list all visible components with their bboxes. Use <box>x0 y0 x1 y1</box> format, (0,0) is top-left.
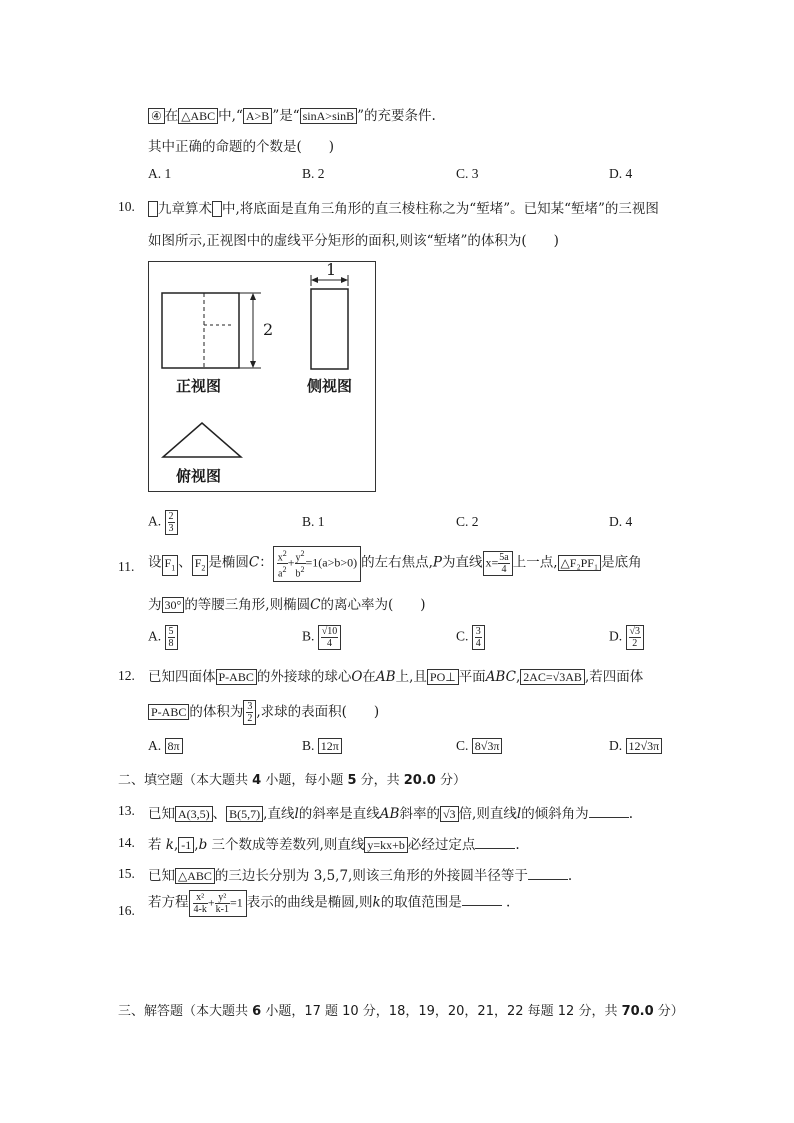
equation-box: $\frac{\text{x²}}{4-k}$ + $\frac{\text{y²}}{k-1}$ =1 <box>189 890 247 917</box>
q11-option-c: C. $\frac{3}{4}$ <box>456 625 485 650</box>
answer-blank[interactable] <box>462 893 502 906</box>
answer-blank[interactable] <box>589 805 629 818</box>
q12-number: 12. <box>118 668 135 683</box>
q11-option-a: A. $\frac{5}{8}$ <box>148 625 178 650</box>
q12-option-d: D. 12√3π <box>609 738 662 754</box>
q12-line1: 已知四面体 P-ABC 的外接球的球心O在AB上,且 PO⊥ 平面ABC, 2AC=√3AB ,若四面体 <box>148 669 644 685</box>
q15-text: 已知 △ABC 的三边长分别为 3,5,7,则该三角形的外接圆半径等于 . <box>148 868 573 884</box>
q12-option-c: C. 8√3π <box>456 738 502 754</box>
triangle-box: △F₂PF₁ <box>558 555 602 571</box>
q13-text: 已知 A(3,5) 、 B(5,7) ,直线l的斜率是直线AB斜率的 √3 倍,则直线l的倾斜角为 . <box>148 806 633 822</box>
q9-option-d: D. 4 <box>609 166 633 181</box>
q9-item4: ④ 在 △ABC 中,“ A>B ”是“ sinA>sinB ”的充要条件. <box>148 104 436 124</box>
ellipse-equation: $\frac{x^2}{a^2}$ + $\frac{y^2}{b^2}$ =1(a>b>0) <box>273 546 361 582</box>
q14-text: 若 k, -1 ,b 三个数成等差数列,则直线 y=kx+b 必经过定点 . <box>148 837 520 853</box>
focus-f2: $F_2$ <box>192 555 209 576</box>
side-view-label: 侧视图 <box>307 377 353 395</box>
q10-option-b: B. 1 <box>302 514 325 529</box>
directrix-equation: x= $\frac{5a}{4}$ <box>483 551 513 576</box>
triangle-box: △ABC <box>178 108 218 124</box>
focus-f1: $F_1$ <box>162 555 179 576</box>
dim-width-label: 1 <box>326 260 337 279</box>
q11-option-d: D. $\frac{√3}{2}$ <box>609 625 644 650</box>
q9-option-a: A. 1 <box>148 166 172 181</box>
section-3-title: 三、解答题（本大题共 6 小题，17 题 10 分，18，19，20，21，22 每题 12 分，共 70.0 分） <box>118 1004 684 1019</box>
answer-blank[interactable] <box>475 836 515 849</box>
q16-number: 16. <box>118 903 135 918</box>
q12-option-b: B. 12π <box>302 738 342 754</box>
front-view-label: 正视图 <box>176 377 222 395</box>
q12-option-a: A. 8π <box>148 738 183 754</box>
q10-option-c: C. 2 <box>456 514 479 529</box>
q15-number: 15. <box>118 866 135 881</box>
q10-option-d: D. 4 <box>609 514 633 529</box>
fraction: $\frac{2}{3}$ <box>165 510 178 535</box>
q12-line2: P-ABC 的体积为 $\frac{3}{2}$ ,求球的表面积( ) <box>148 700 379 725</box>
q14-number: 14. <box>118 835 135 850</box>
top-view-label: 俯视图 <box>176 467 222 485</box>
section-2-title: 二、填空题（本大题共 4 小题，每小题 5 分，共 20.0 分） <box>118 773 466 788</box>
q9-option-c: C. 3 <box>456 166 479 181</box>
q10-number: 10. <box>118 199 135 214</box>
item-number-box: ④ <box>148 108 165 124</box>
q10-line1: 九章算术 中,将底面是直角三角形的直三棱柱称之为“堑堵”。已知某“堑堵”的三视图 <box>148 197 659 217</box>
answer-blank[interactable] <box>528 867 568 880</box>
three-view-figure <box>148 261 376 492</box>
book-title-open <box>148 201 158 217</box>
dim-height-label: 2 <box>263 320 274 339</box>
angle-box: 30° <box>162 597 185 613</box>
q11-line2: 为 30° 的等腰三角形,则椭圆C的离心率为( ) <box>148 597 426 613</box>
q16-text: 若方程 $\frac{\text{x²}}{4-k}$ + $\frac{\text{y²}}{k-1}$ =1 表示的曲线是椭圆,则k的取值范围是 . <box>148 892 511 915</box>
q11-option-b: B. $\frac{√10}{4}$ <box>302 625 341 650</box>
q9-question: 其中正确的命题的个数是( ) <box>148 139 335 155</box>
q10-option-a: A. $\frac{2}{3}$ <box>148 510 178 535</box>
book-title-close <box>212 201 222 217</box>
condition-box: A>B <box>243 108 272 124</box>
q11-number: 11. <box>118 559 135 574</box>
condition-box: sinA>sinB <box>300 108 357 124</box>
q13-number: 13. <box>118 803 135 818</box>
q9-option-b: B. 2 <box>302 166 325 181</box>
q10-line2: 如图所示,正视图中的虚线平分矩形的面积,则该“堑堵”的体积为( ) <box>148 233 559 249</box>
q11-line1: 设 $F_1$ 、 $F_2$ 是椭圆C： $\frac{x^2}{a^2}$ + $\frac{y^2}{b^2}$ =1(a>b>0) 的左右焦点,P为直线 x= $\frac{5a}{4}$ 上一点, △F₂PF₁ 是底角 <box>148 546 642 582</box>
